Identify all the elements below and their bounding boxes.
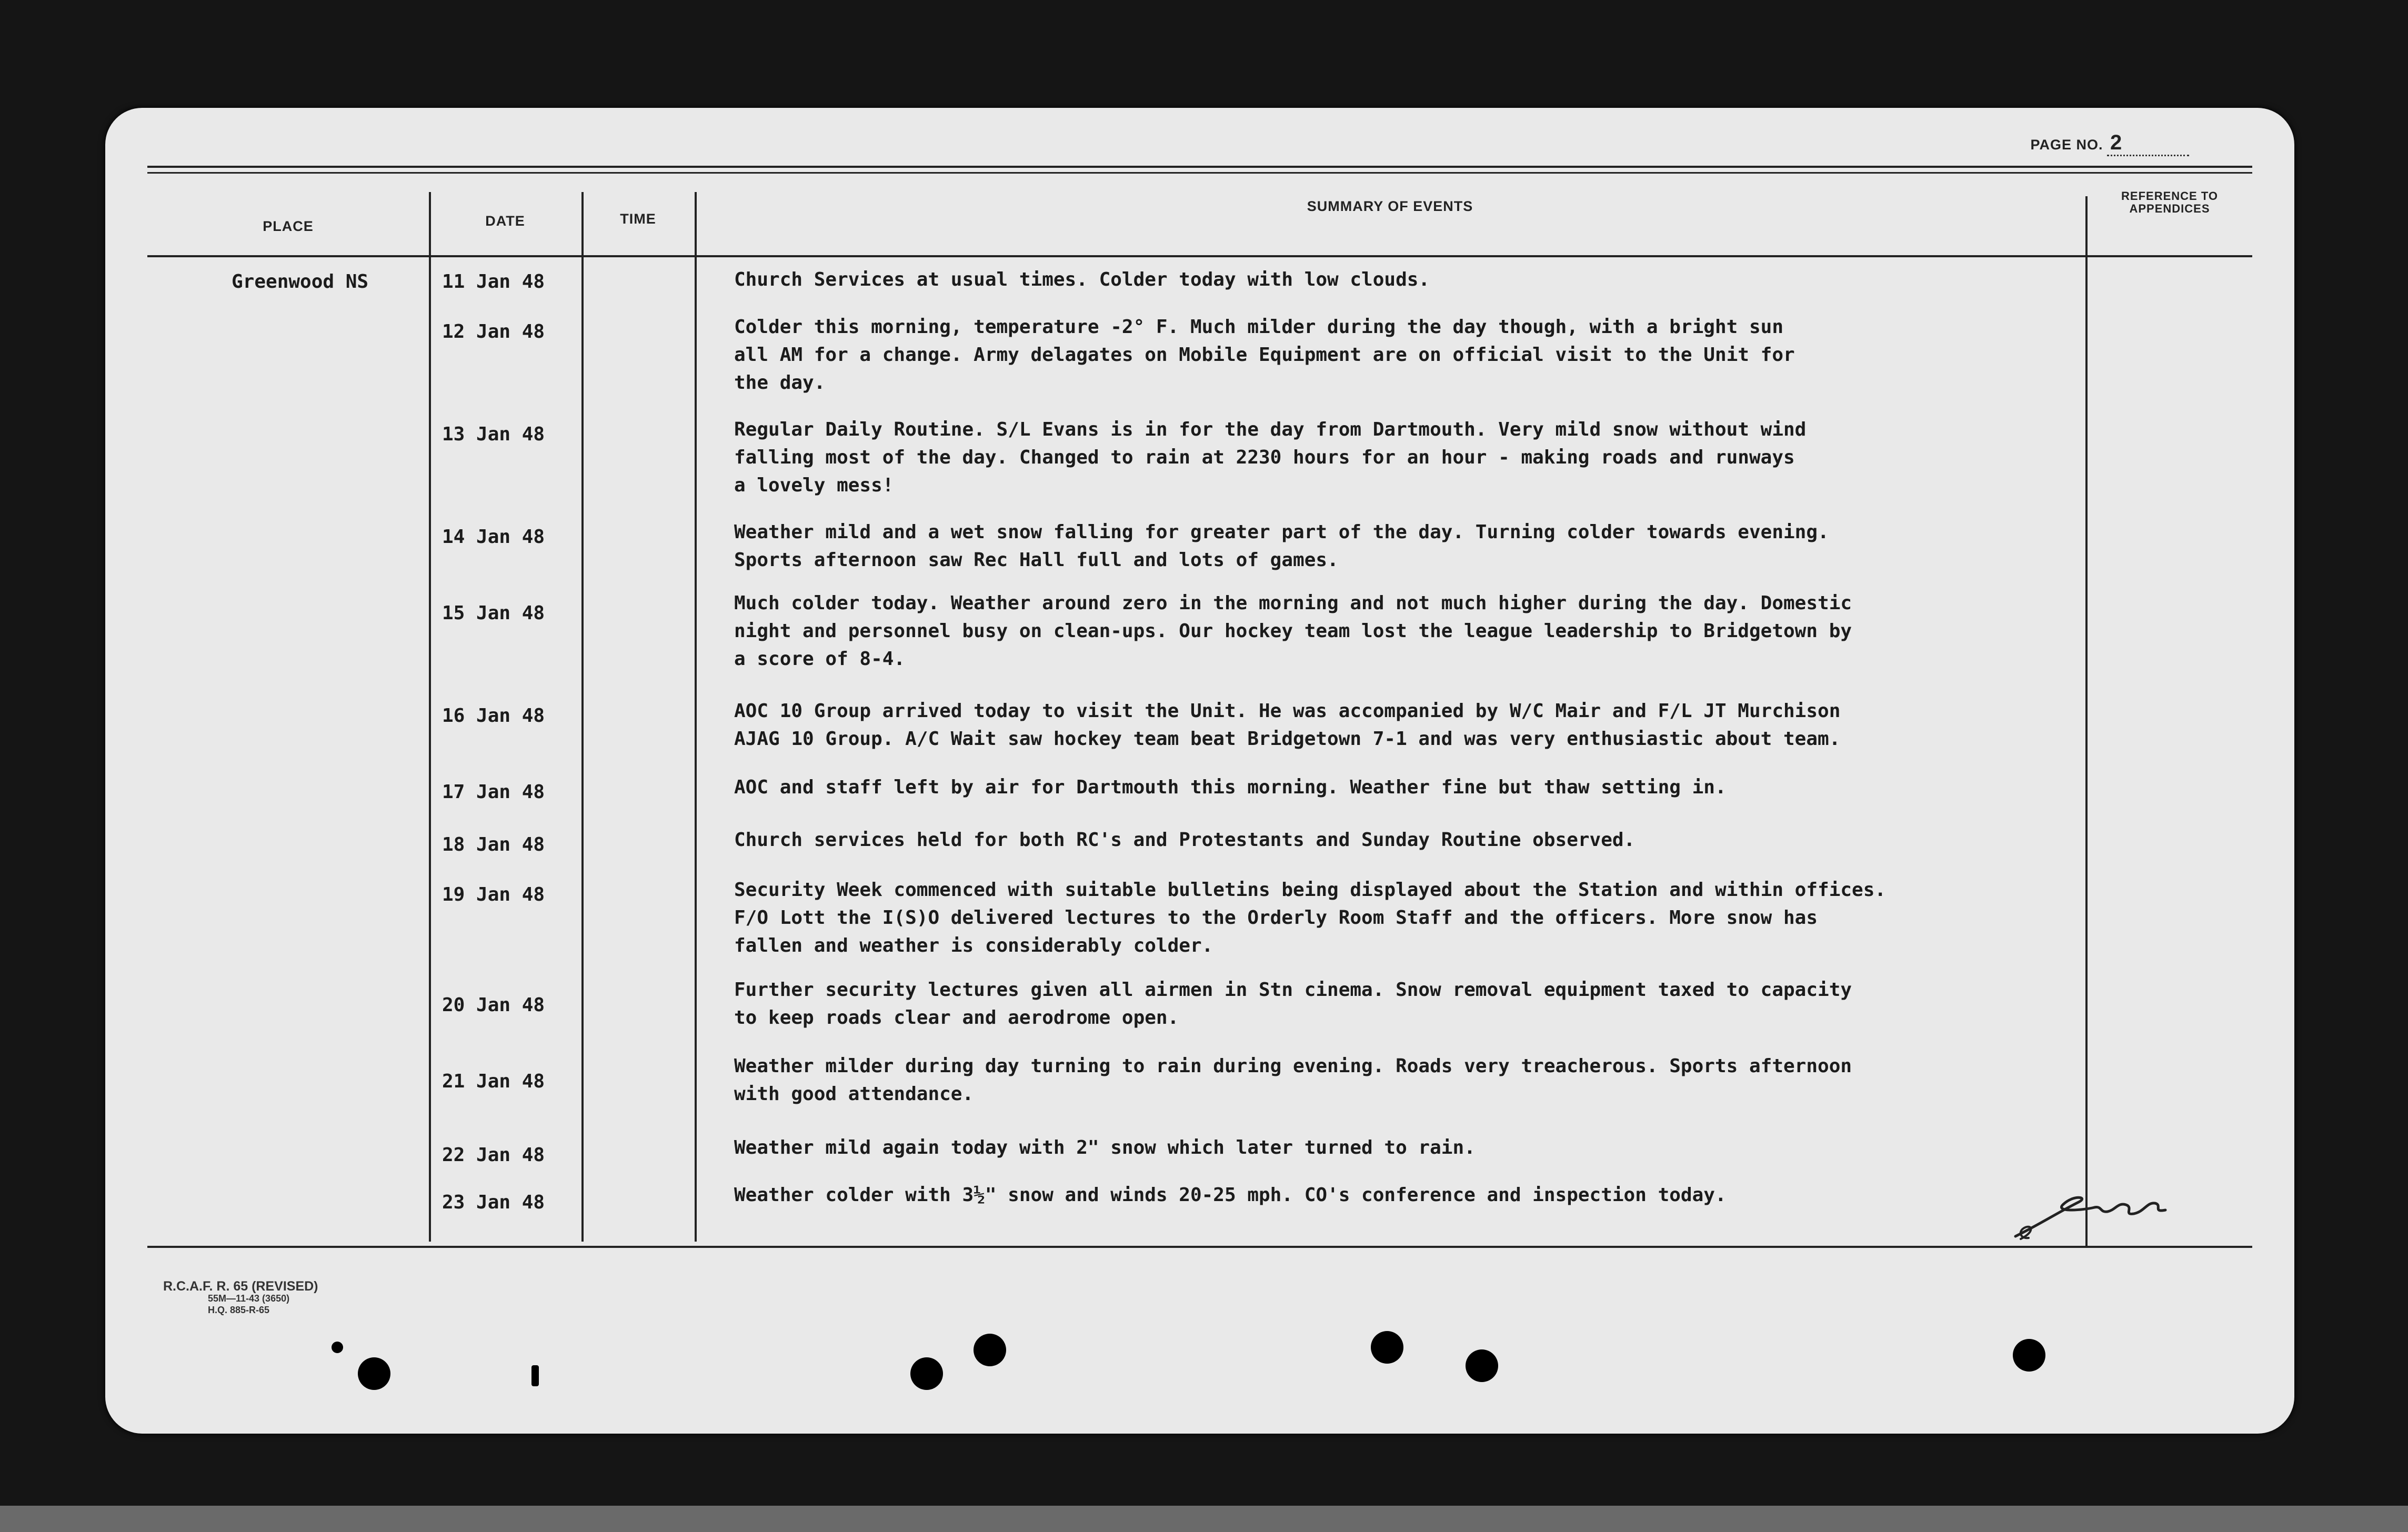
entry-summary: Regular Daily Routine. S/L Evans is in for the day from Dartmouth. Very mild snow without wind falling most of the day. Changed to rain at 2230 hours for an hour - making roads and runways a lovely mess!: [734, 419, 1807, 496]
form-hq-code: H.Q. 885-R-65: [208, 1305, 270, 1315]
entry-date: 22 Jan 48: [442, 1144, 545, 1166]
form-identifier: [163, 1280, 318, 1316]
entry-date: 12 Jan 48: [442, 321, 545, 342]
entry-summary: Weather milder during day turning to rain during evening. Roads very treacherous. Sports afternoon with good attendance.: [734, 1055, 1852, 1105]
entry-summary: Weather colder with 3½" snow and winds 20-25 mph. CO's conference and inspection today.: [734, 1184, 1727, 1206]
entry-summary: Weather mild and a wet snow falling for greater part of the day. Turning colder towards evening. Sports afternoon saw Rec Hall full and lots of games.: [734, 521, 1829, 571]
entry-date: 19 Jan 48: [442, 884, 545, 905]
entry-date: 11 Jan 48: [442, 271, 545, 293]
binder-hole-icon: [974, 1334, 1006, 1366]
column-header-time: TIME: [620, 211, 656, 227]
signature-initials-icon: [2010, 1181, 2189, 1244]
reference-header-line1: REFERENCE TO: [2121, 189, 2218, 203]
column-divider-summary-reference: [2085, 196, 2088, 1246]
page-number-label: PAGE NO.: [2030, 137, 2103, 153]
top-rule-inner: [147, 172, 2252, 174]
entry-summary: Further security lectures given all airmen in Stn cinema. Snow removal equipment taxed to capacity to keep roads clear and aerodrome open.: [734, 979, 1852, 1029]
binder-hole-icon: [358, 1357, 390, 1390]
entry-summary: Colder this morning, temperature -2° F. Much milder during the day though, with a bright sun all AM for a change. Army delagates on Mobile Equipment are on official visit to the Unit for the day.: [734, 316, 1795, 394]
entry-date: 23 Jan 48: [442, 1192, 545, 1213]
header-rule: [147, 255, 2252, 257]
binder-hole-icon: [2013, 1339, 2045, 1372]
form-number: R.C.A.F. R. 65 (REVISED): [163, 1279, 318, 1294]
reference-header-line2: APPENDICES: [2129, 202, 2210, 215]
entry-summary: Church Services at usual times. Colder today with low clouds.: [734, 269, 1430, 290]
binder-hole-icon: [1371, 1331, 1403, 1364]
page-number-value: 2: [2107, 131, 2189, 156]
entry-date: 21 Jan 48: [442, 1071, 545, 1092]
column-header-reference: [2085, 190, 2254, 215]
entry-date: 15 Jan 48: [442, 602, 545, 624]
entry-date: 18 Jan 48: [442, 834, 545, 855]
entry-summary: AOC 10 Group arrived today to visit the Unit. He was accompanied by W/C Mair and F/L JT Murchison AJAG 10 Group. A/C Wait saw hockey team beat Bridgetown 7-1 and was very enthusiastic about team.: [734, 700, 1841, 750]
ink-mark-icon: [531, 1365, 539, 1386]
place-cell: Greenwood NS: [232, 271, 369, 293]
column-divider-time-summary: [695, 192, 697, 1242]
entry-summary: Security Week commenced with suitable bulletins being displayed about the Station and within offices. F/O Lott the I(S)O delivered lectures to the Orderly Room Staff and the officers. More snow has fallen and weather is considerably colder.: [734, 879, 1887, 956]
binder-hole-icon: [910, 1357, 943, 1390]
form-print-code: 55M—11-43 (3650): [208, 1293, 290, 1304]
column-header-date: DATE: [485, 213, 525, 229]
page-number: [2030, 131, 2189, 156]
top-rule: [147, 166, 2252, 168]
entry-date: 17 Jan 48: [442, 781, 545, 803]
column-divider-place-date: [429, 192, 431, 1242]
entry-summary: AOC and staff left by air for Dartmouth this morning. Weather fine but thaw setting in.: [734, 777, 1727, 798]
binder-hole-icon: [1466, 1349, 1498, 1382]
entry-date: 20 Jan 48: [442, 994, 545, 1016]
column-header-place: PLACE: [263, 218, 314, 234]
ink-blot-icon: [332, 1342, 343, 1353]
entry-date: 13 Jan 48: [442, 424, 545, 445]
entry-summary: Much colder today. Weather around zero in the morning and not much higher during the day. Domestic night and personnel busy on clean-ups. Our hockey team lost the league leadership to Bridgetown by a score of 8-4.: [734, 592, 1852, 670]
column-divider-date-time: [581, 192, 584, 1242]
entry-summary: Church services held for both RC's and Protestants and Sunday Routine observed.: [734, 829, 1636, 851]
diary-page: [105, 108, 2294, 1434]
column-header-summary: SUMMARY OF EVENTS: [1307, 198, 1473, 214]
scanner-bottom-strip: [0, 1506, 2408, 1532]
entry-summary: Weather mild again today with 2" snow which later turned to rain.: [734, 1137, 1476, 1158]
bottom-rule: [147, 1246, 2252, 1248]
entry-date: 14 Jan 48: [442, 526, 545, 548]
entry-date: 16 Jan 48: [442, 705, 545, 727]
